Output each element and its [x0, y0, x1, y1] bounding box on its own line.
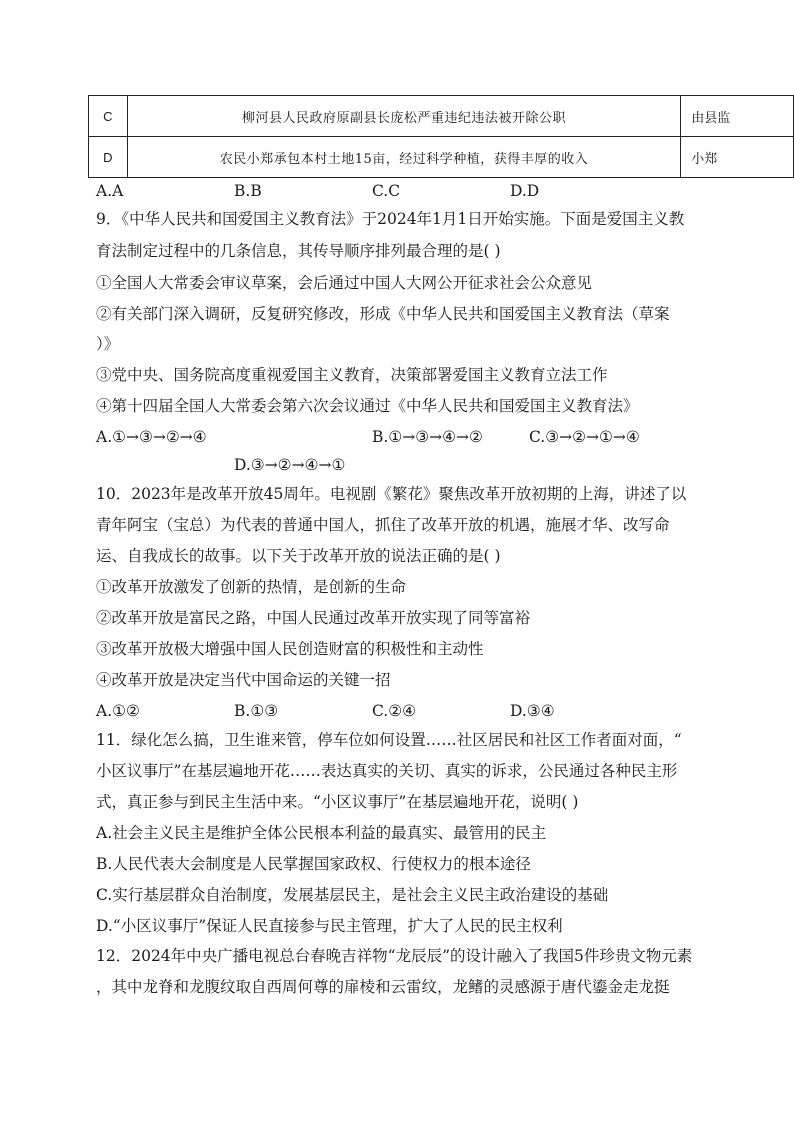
q9-item-1: ①全国人大常委会审议草案，会后通过中国人大网公开征求社会公众意见 [96, 274, 593, 292]
q9-item-2-cont: ）》 [96, 335, 120, 353]
q10-option-d: D.③④ [510, 702, 555, 720]
q12-stem-line-2: ，其中龙脊和龙腹纹取自西周何尊的扉棱和云雷纹，龙鳍的灵感源于唐代鎏金走龙挺 [96, 978, 670, 996]
q8-option-d: D.D [510, 182, 540, 200]
q8-option-a: A.A [96, 182, 124, 200]
row-extra: 小郑 [681, 137, 794, 178]
q12-stem-line-1: 12．2024年中央广播电视总台春晚吉祥物“龙辰辰”的设计融入了我国5件珍贵文物元素 [96, 947, 693, 965]
row-extra: 由县监 [681, 96, 794, 137]
row-content: 农民小郑承包本村土地15亩，经过科学种植，获得丰厚的收入 [127, 137, 680, 178]
q11-stem-line-2: 小区议事厅”在基层遍地开花……表达真实的关切、真实的诉求，公民通过各种民主形 [96, 762, 678, 780]
q10-item-2: ②改革开放是富民之路，中国人民通过改革开放实现了同等富裕 [96, 609, 531, 627]
q11-stem-line-1: 11．绿化怎么搞，卫生谁来管，停车位如何设置……社区居民和社区工作者面对面，“ [96, 731, 682, 749]
row-label: D [89, 137, 128, 178]
q8-option-c: C.C [372, 182, 401, 200]
q9-option-a: A.①→③→②→④ [96, 428, 207, 446]
table-row [89, 96, 794, 137]
q10-option-a: A.①② [96, 702, 140, 720]
options-table [88, 95, 794, 178]
q10-item-1: ①改革开放激发了创新的热情，是创新的生命 [96, 578, 407, 596]
q10-stem-line-3: 运、自我成长的故事。以下关于改革开放的说法正确的是( ) [96, 547, 501, 565]
q9-item-4: ④第十四届全国人大常委会第六次会议通过《中华人民共和国爱国主义教育法》 [96, 397, 639, 415]
q9-stem-line-1: 9．《中华人民共和国爱国主义教育法》于2024年1月1日开始实施。下面是爱国主义教 [96, 210, 685, 228]
q10-stem-line-2: 青年阿宝（宝总）为代表的普通中国人，抓住了改革开放的机遇，施展才华、改写命 [96, 516, 670, 534]
q9-item-3: ③党中央、国务院高度重视爱国主义教育，决策部署爱国主义教育立法工作 [96, 366, 608, 384]
q9-stem-line-2: 育法制定过程中的几条信息，其传导顺序排列最合理的是( ) [96, 242, 501, 260]
q10-option-c: C.②④ [372, 702, 417, 720]
table-row [89, 137, 794, 178]
q10-stem-line-1: 10．2023年是改革开放45周年。电视剧《繁花》聚焦改革开放初期的上海，讲述了以 [96, 485, 687, 503]
q11-option-c: C.实行基层群众自治制度，发展基层民主，是社会主义民主政治建设的基础 [96, 886, 609, 904]
q11-stem-line-3: 式，真正参与到民主生活中来。“小区议事厅”在基层遍地开花，说明( ) [96, 793, 579, 811]
q9-option-d: D.③→②→④→① [234, 456, 346, 474]
q9-item-2: ②有关部门深入调研，反复研究修改，形成《中华人民共和国爱国主义教育法（草案 [96, 305, 670, 323]
q8-option-b: B.B [234, 182, 262, 200]
q11-option-b: B.人民代表大会制度是人民掌握国家政权、行使权力的根本途径 [96, 855, 531, 873]
row-content: 柳河县人民政府原副县长庞松严重违纪违法被开除公职 [127, 96, 680, 137]
q10-item-3: ③改革开放极大增强中国人民创造财富的积极性和主动性 [96, 640, 484, 658]
row-label: C [89, 96, 128, 137]
q10-item-4: ④改革开放是决定当代中国命运的关键一招 [96, 671, 391, 689]
q10-option-b: B.①③ [234, 702, 279, 720]
q9-option-c: C.③→②→①→④ [529, 428, 640, 446]
q11-option-d: D.“小区议事厅”保证人民直接参与民主管理，扩大了人民的民主权利 [96, 917, 563, 935]
q9-option-b: B.①→③→④→② [372, 428, 483, 446]
q11-option-a: A.社会主义民主是维护全体公民根本利益的最真实、最管用的民主 [96, 824, 547, 842]
